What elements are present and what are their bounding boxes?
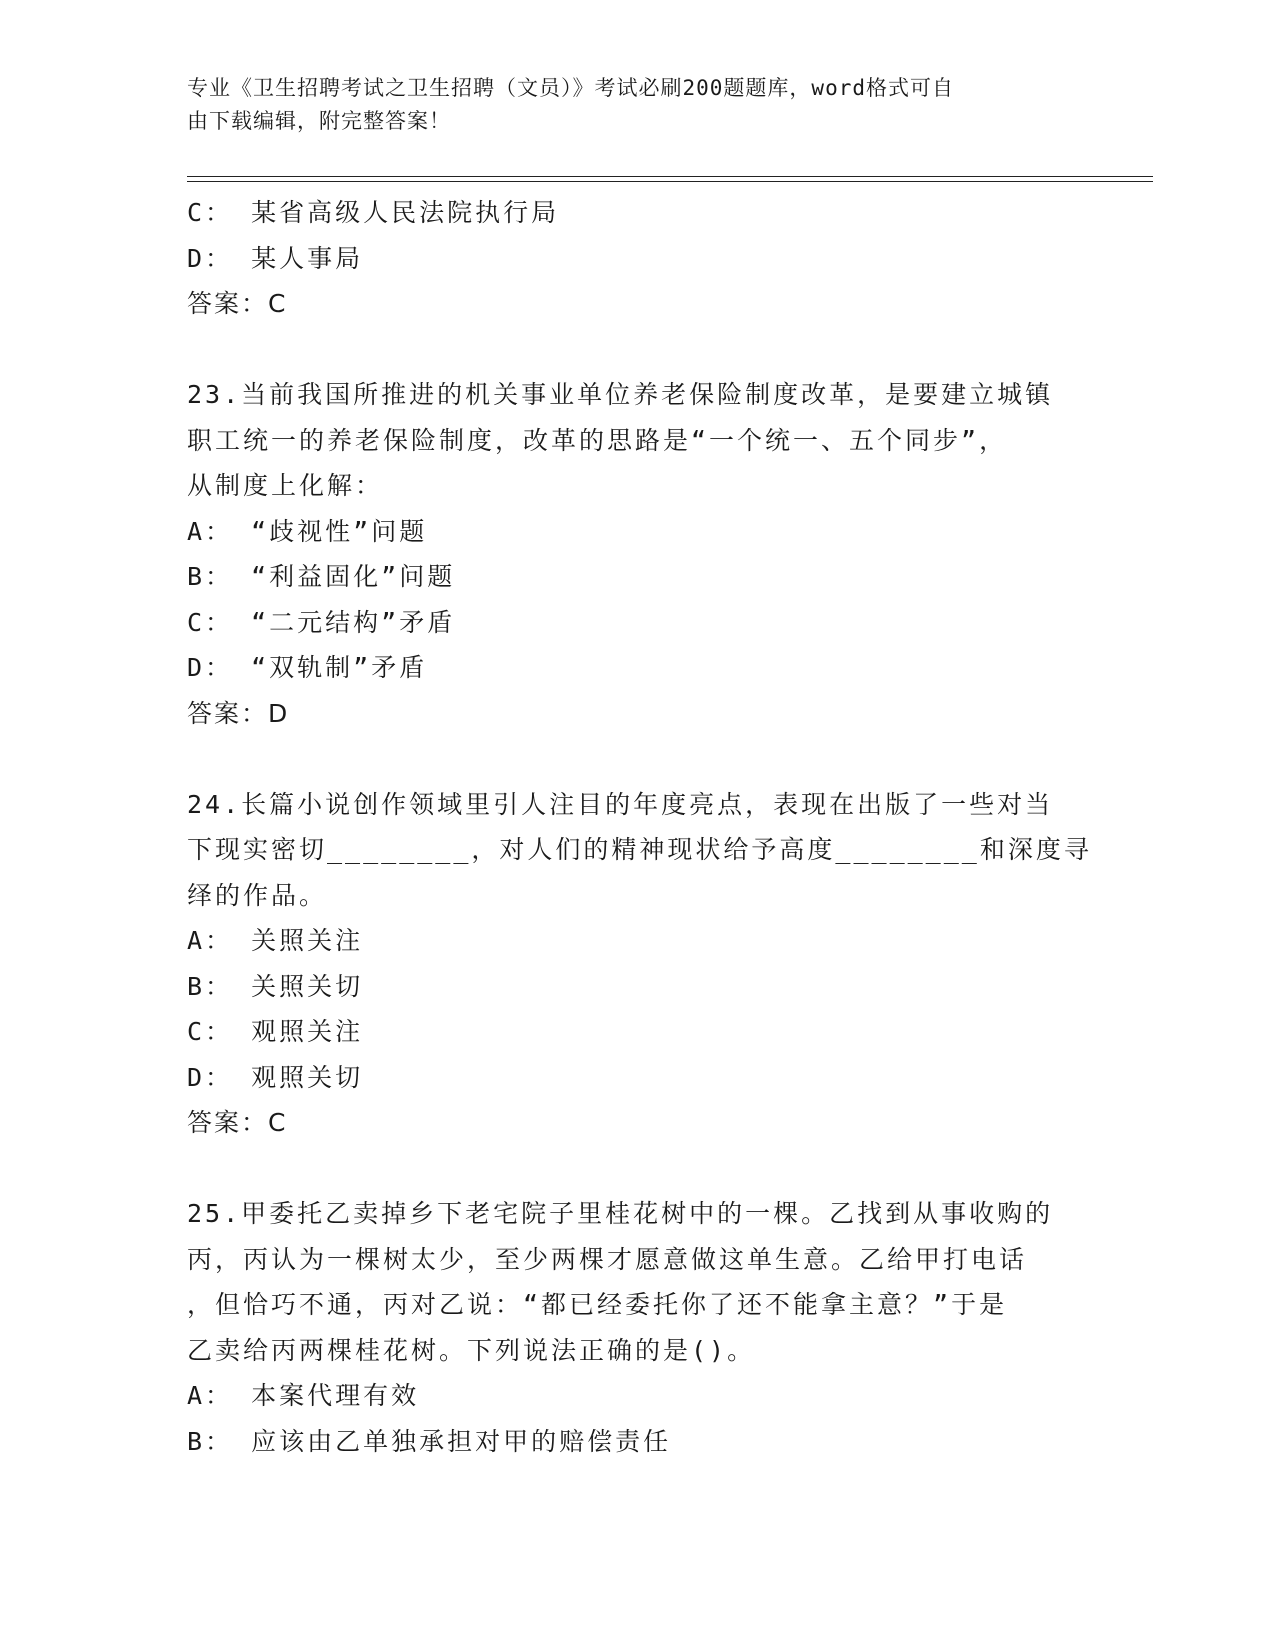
option-d: D： “双轨制”矛盾: [187, 653, 428, 682]
spacer: [187, 736, 1087, 782]
option-b: B： “利益固化”问题: [187, 562, 456, 591]
option-b: B： 关照关切: [187, 971, 364, 1001]
question-text-line: ，但恰巧不通，丙对乙说：“都已经委托你了还不能拿主意？”于是: [187, 1290, 1008, 1319]
header-line-2: 由下载编辑，附完整答案！: [187, 109, 451, 133]
option-a: A： “歧视性”问题: [187, 516, 428, 546]
question-text-line: 职工统一的养老保险制度，改革的思路是“一个统一、五个同步”，: [187, 425, 1008, 455]
document-header: [187, 72, 1067, 138]
answer: 答案：C: [187, 289, 288, 318]
question-text-line: 23.当前我国所推进的机关事业单位养老保险制度改革，是要建立城镇: [187, 380, 1054, 409]
spacer: [187, 327, 1087, 373]
option-b: B： 应该由乙单独承担对甲的赔偿责任: [187, 1426, 672, 1456]
header-divider-bottom: [187, 181, 1153, 182]
answer: 答案：D: [187, 698, 290, 728]
question-text-line: 丙，丙认为一棵树太少，至少两棵才愿意做这单生意。乙给甲打电话: [187, 1244, 1028, 1274]
header-divider-top: [187, 176, 1153, 177]
question-text-line: 从制度上化解：: [187, 471, 384, 500]
question-25: [187, 1191, 1087, 1464]
option-d: D： 观照关切: [187, 1062, 364, 1092]
option-a: A： 关照关注: [187, 926, 364, 955]
question-text-line: 24.长篇小说创作领域里引人注目的年度亮点，表现在出版了一些对当: [187, 789, 1054, 819]
question-text-line: 乙卖给丙两棵桂花树。下列说法正确的是()。: [187, 1335, 756, 1365]
option-c: C： 观照关注: [187, 1017, 364, 1046]
question-22-tail: [187, 190, 1087, 327]
question-23: [187, 372, 1087, 736]
question-24: [187, 782, 1092, 1146]
option-c: C： 某省高级人民法院执行局: [187, 198, 560, 227]
question-text-line: 下现实密切________，对人们的精神现状给予高度________和深度寻: [187, 835, 1092, 864]
spacer: [187, 1146, 1087, 1192]
answer: 答案：C: [187, 1108, 288, 1137]
question-text-line: 25.甲委托乙卖掉乡下老宅院子里桂花树中的一棵。乙找到从事收购的: [187, 1199, 1054, 1228]
question-text-line: 绎的作品。: [187, 880, 328, 910]
option-d: D： 某人事局: [187, 243, 364, 273]
question-list: [187, 190, 1092, 1464]
option-c: C： “二元结构”矛盾: [187, 607, 456, 637]
option-a: A： 本案代理有效: [187, 1381, 420, 1410]
header-line-1: 专业《卫生招聘考试之卫生招聘（文员）》考试必刷200题题库，word格式可自: [187, 76, 954, 100]
